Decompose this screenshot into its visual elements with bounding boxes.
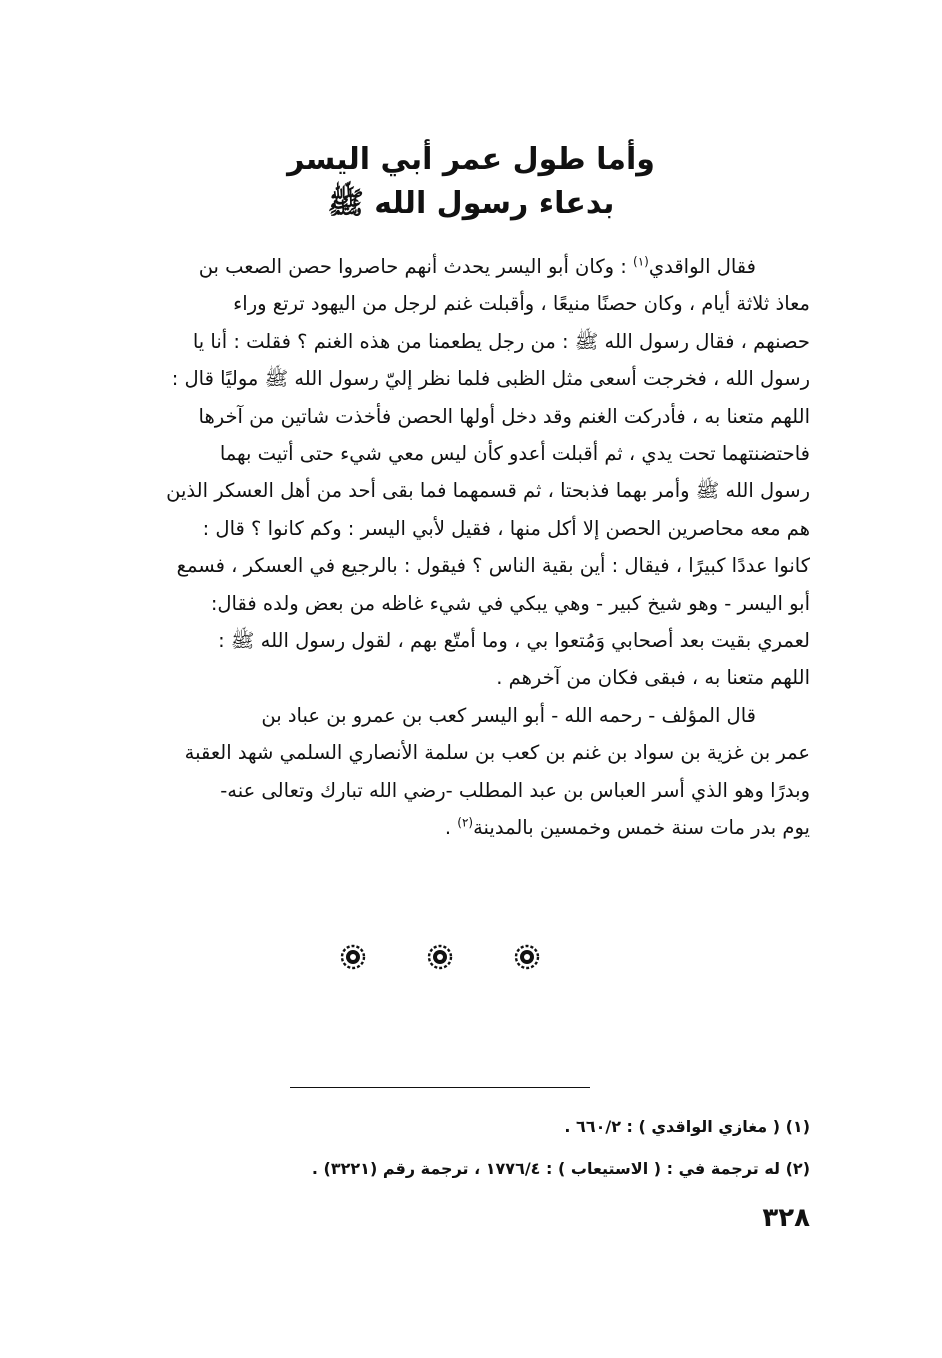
paragraph-1-line-1: فقال الواقدي$^{(١)}$ : وكان أبو اليسر يحدث أنهم حاصروا حصن الصعب بن	[198, 254, 756, 278]
footnotes	[120, 1106, 810, 1190]
footnote-2: (٢) له ترجمة في : ( الاستيعاب ) : ١٧٧٦/٤ ، ترجمة رقم (٣٢٢١) .	[311, 1159, 810, 1178]
paragraph-1-line-7: رسول الله ﷺ وأمر بهما فذبحتا ، ثم قسمهما فما بقى أحد من أهل العسكر الذين	[166, 479, 810, 503]
flower-ornament-icon	[340, 944, 366, 970]
paragraph-1-line-6: فاحتضنتهما تحت يدي ، ثم أقبلت أعدو كأن ليس معي شيء حتى أتيت بهما	[219, 442, 810, 466]
paragraph-1-line-12: اللهم متعنا به ، فبقى فكان من آخرهم .	[496, 666, 810, 690]
paragraph-1-line-9: كانوا عددًا كبيرًا ، فيقال : أين بقية الناس ؟ فيقول : بالرجيع في العسكر ، فسمع	[176, 554, 810, 578]
paragraph-1-line-10: أبو اليسر - وهو شيخ كبير - وهي يبكي في شيء غاظه من بعض ولده فقال:	[210, 591, 810, 615]
footnote-1: (١) ( مغازي الواقدي ) : ٦٦٠/٢ .	[564, 1117, 810, 1136]
flower-ornament-icon	[427, 944, 453, 970]
paragraph-2-line-4: يوم بدر مات سنة خمس وخمسين بالمدينة$^{(٢)}$ .	[444, 815, 810, 840]
paragraph-1-line-8: هم معه محاصرين الحصن إلا أكل منها ، فقيل لأبي اليسر : وكم كانوا ؟ قال :	[202, 516, 810, 540]
footnote-ref-1[interactable]: (١)	[633, 254, 649, 269]
footnote-ref-2[interactable]: (٢)	[457, 815, 474, 830]
paragraph-2-line-2: عمر بن غزية بن سواد بن غنم بن كعب بن سلمة الأنصاري السلمي شهد العقبة	[184, 741, 810, 765]
page-number: ٣٢٨	[762, 1203, 810, 1233]
section-title	[200, 138, 742, 226]
title-line-2: بدعاء رسول الله ﷺ	[327, 186, 615, 221]
paragraph-1-line-11: لعمري بقيت بعد أصحابي وَمُتعوا بي ، وما أمتّع بهم ، لقول رسول الله ﷺ :	[218, 629, 810, 653]
paragraph-1-line-2: معاذ ثلاثة أيام ، وكان حصنًا منيعًا ، وأقبلت غنم لرجل من اليهود ترتع وراء	[233, 292, 810, 316]
paragraph-1-line-3: حصنهم ، فقال رسول الله ﷺ : من رجل يطعمنا من هذه الغنم ؟ فقلت : أنا يا	[192, 329, 810, 353]
title-line-1: وأما طول عمر أبي اليسر	[287, 142, 655, 177]
footnote-separator	[290, 1087, 590, 1088]
section-divider-ornaments	[340, 944, 540, 970]
paragraph-2-line-1: قال المؤلف - رحمه الله - أبو اليسر كعب بن عمرو بن عباد بن	[261, 703, 756, 727]
paragraph-1-line-4: رسول الله ، فخرجت أسعى مثل الظبى فلما نظر إليّ رسول الله ﷺ موليًا قال :	[171, 367, 810, 391]
body-text	[76, 248, 810, 847]
flower-ornament-icon	[514, 944, 540, 970]
paragraph-2-line-3: وبدرًا وهو الذي أسر العباس بن عبد المطلب -رضي الله تبارك وتعالى عنه-	[220, 778, 810, 802]
paragraph-1-line-5: اللهم متعنا به ، فأدركت الغنم وقد دخل أولها الحصن فأخذت شاتين من آخرها	[198, 404, 810, 428]
